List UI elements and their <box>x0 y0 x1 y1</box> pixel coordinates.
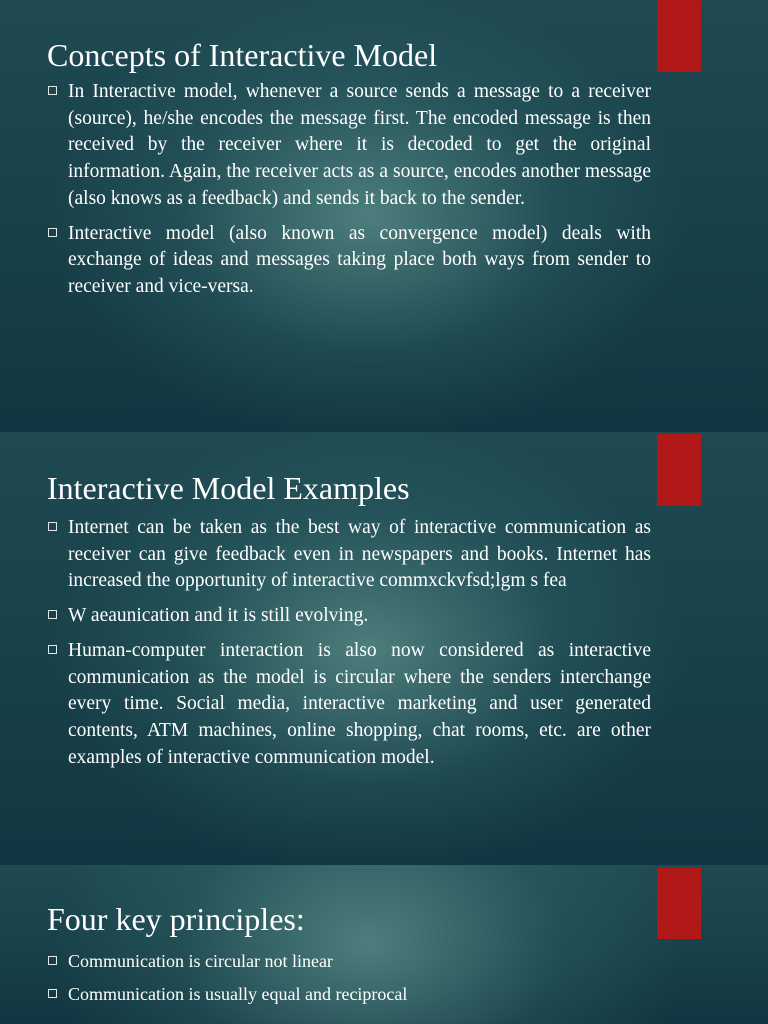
checkbox-icon <box>48 645 57 654</box>
bullet-text: Communication is usually equal and reciprocal <box>68 984 408 1004</box>
bullet-item <box>47 603 651 630</box>
slide-title: Four key principles: <box>47 901 305 937</box>
bullet-text: Human-computer interaction is also now considered as interactive communication as the model is circular where the senders interchange every time. Social media, interactive marketing and user generated contents, ATM machines, online shopping, chat rooms, etc. are other examples of interactive communication model. <box>68 639 651 768</box>
bullet-text: W aeaunication and it is still evolving. <box>68 605 369 627</box>
bullet-text: Internet can be taken as the best way of interactive communication as receiver can give feedback even in newspapers and books. Internet has increased the opportunity of interactive commxckvfsd;lgm s fea <box>68 517 651 592</box>
slide-title: Concepts of Interactive Model <box>47 37 438 73</box>
checkbox-icon <box>48 989 57 998</box>
bullet-item <box>47 79 651 213</box>
slide-examples <box>0 432 768 865</box>
slide-title: Interactive Model Examples <box>47 470 410 506</box>
checkbox-icon <box>48 228 57 237</box>
bullet-item <box>47 949 651 974</box>
checkbox-icon <box>48 956 57 965</box>
bullet-item <box>47 982 651 1007</box>
bullet-list <box>47 79 651 309</box>
accent-bar <box>657 434 701 506</box>
checkbox-icon <box>48 522 57 531</box>
bullet-text: Interactive model (also known as convergence model) deals with exchange of ideas and messages taking place both ways from sender to receiver and vice-versa. <box>68 222 651 297</box>
checkbox-icon <box>48 86 57 95</box>
slide-principles <box>0 865 768 1024</box>
bullet-item <box>47 515 651 595</box>
accent-bar <box>657 0 701 72</box>
checkbox-icon <box>48 610 57 619</box>
bullet-text: In Interactive model, whenever a source sends a message to a receiver (source), he/she encodes the message first. The encoded message is then received by the receiver where it is decoded to get the original information. Again, the receiver acts as a source, encodes another message (also knows as a feedback) and sends it back to the sender. <box>68 81 651 209</box>
bullet-list <box>47 515 651 779</box>
slide-concepts <box>0 0 768 432</box>
bullet-list <box>47 949 651 1015</box>
bullet-item <box>47 638 651 772</box>
bullet-text: Communication is circular not linear <box>68 951 333 971</box>
bullet-item <box>47 221 651 301</box>
accent-bar <box>657 867 701 939</box>
